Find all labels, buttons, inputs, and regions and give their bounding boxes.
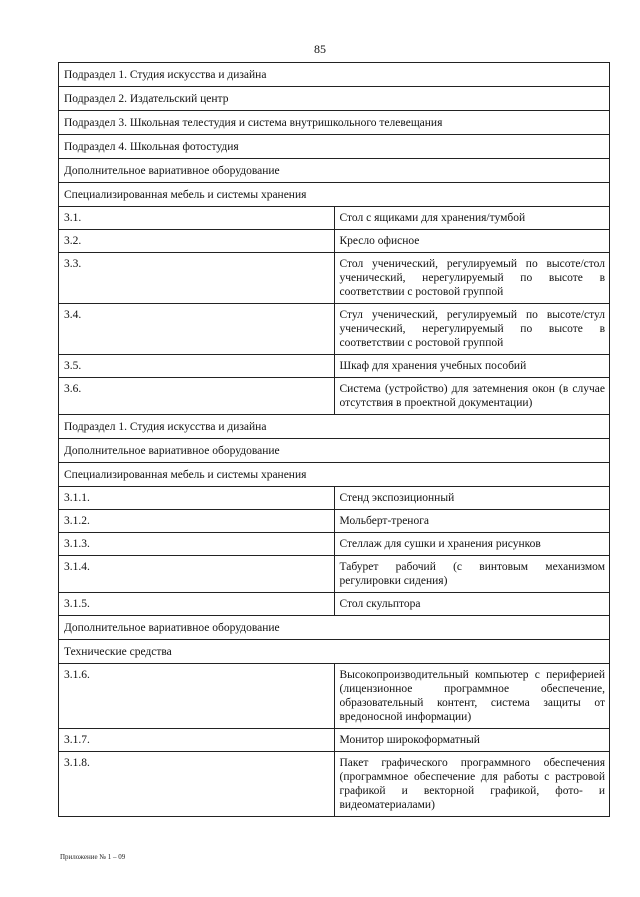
- item-row: [59, 664, 610, 729]
- item-number: 3.1.6.: [59, 664, 335, 729]
- equipment-table: [58, 62, 610, 817]
- section-row: [59, 63, 610, 87]
- section-row: [59, 159, 610, 183]
- item-description: Шкаф для хранения учебных пособий: [334, 355, 610, 378]
- section-row: [59, 111, 610, 135]
- section-row: [59, 135, 610, 159]
- page-number: 85: [314, 42, 326, 56]
- item-number: 3.1.3.: [59, 533, 335, 556]
- section-heading: Специализированная мебель и системы хранения: [59, 183, 610, 207]
- item-description: Стол скульптора: [334, 593, 610, 616]
- item-description: Мольберт-тренога: [334, 510, 610, 533]
- section-heading: Дополнительное вариативное оборудование: [59, 159, 610, 183]
- item-row: [59, 556, 610, 593]
- section-heading: Подраздел 4. Школьная фотостудия: [59, 135, 610, 159]
- item-description: Стол ученический, регулируемый по высоте/стол ученический, нерегулируемый по высоте в соответствии с ростовой группой: [334, 253, 610, 304]
- section-row: [59, 463, 610, 487]
- item-description: Пакет графического программного обеспечения (программное обеспечение для работы с растровой графикой и векторной графикой, фото- и видеоматериалами): [334, 752, 610, 817]
- section-heading: Дополнительное вариативное оборудование: [59, 616, 610, 640]
- item-description: Стеллаж для сушки и хранения рисунков: [334, 533, 610, 556]
- item-row: [59, 378, 610, 415]
- section-row: [59, 183, 610, 207]
- item-description: Кресло офисное: [334, 230, 610, 253]
- item-row: [59, 230, 610, 253]
- item-description: Стол с ящиками для хранения/тумбой: [334, 207, 610, 230]
- item-row: [59, 729, 610, 752]
- item-number: 3.2.: [59, 230, 335, 253]
- item-description: Высокопроизводительный компьютер с периферией (лицензионное программное обеспечение, образовательный контент, система защиты от вредоносной информации): [334, 664, 610, 729]
- item-row: [59, 253, 610, 304]
- page-footer: Приложение № 1 – 09: [60, 853, 126, 861]
- section-row: [59, 640, 610, 664]
- item-description: Стенд экспозиционный: [334, 487, 610, 510]
- item-number: 3.1.7.: [59, 729, 335, 752]
- section-row: [59, 439, 610, 463]
- section-heading: Подраздел 3. Школьная телестудия и система внутришкольного телевещания: [59, 111, 610, 135]
- item-description: Монитор широкоформатный: [334, 729, 610, 752]
- item-number: 3.1.5.: [59, 593, 335, 616]
- item-number: 3.1.: [59, 207, 335, 230]
- item-number: 3.1.8.: [59, 752, 335, 817]
- item-number: 3.1.2.: [59, 510, 335, 533]
- section-heading: Подраздел 1. Студия искусства и дизайна: [59, 415, 610, 439]
- item-row: [59, 593, 610, 616]
- item-description: Табурет рабочий (с винтовым механизмом регулировки сидения): [334, 556, 610, 593]
- item-row: [59, 207, 610, 230]
- item-number: 3.3.: [59, 253, 335, 304]
- item-row: [59, 304, 610, 355]
- item-number: 3.4.: [59, 304, 335, 355]
- section-row: [59, 87, 610, 111]
- item-description: Стул ученический, регулируемый по высоте/стул ученический, нерегулируемый по высоте в соответствии с ростовой группой: [334, 304, 610, 355]
- section-row: [59, 415, 610, 439]
- item-row: [59, 487, 610, 510]
- section-heading: Подраздел 1. Студия искусства и дизайна: [59, 63, 610, 87]
- item-row: [59, 752, 610, 817]
- item-number: 3.5.: [59, 355, 335, 378]
- item-number: 3.1.4.: [59, 556, 335, 593]
- section-heading: Дополнительное вариативное оборудование: [59, 439, 610, 463]
- section-heading: Специализированная мебель и системы хранения: [59, 463, 610, 487]
- item-number: 3.6.: [59, 378, 335, 415]
- section-heading: Технические средства: [59, 640, 610, 664]
- section-row: [59, 616, 610, 640]
- item-number: 3.1.1.: [59, 487, 335, 510]
- item-row: [59, 510, 610, 533]
- item-description: Система (устройство) для затемнения окон (в случае отсутствия в проектной документации): [334, 378, 610, 415]
- item-row: [59, 533, 610, 556]
- item-row: [59, 355, 610, 378]
- section-heading: Подраздел 2. Издательский центр: [59, 87, 610, 111]
